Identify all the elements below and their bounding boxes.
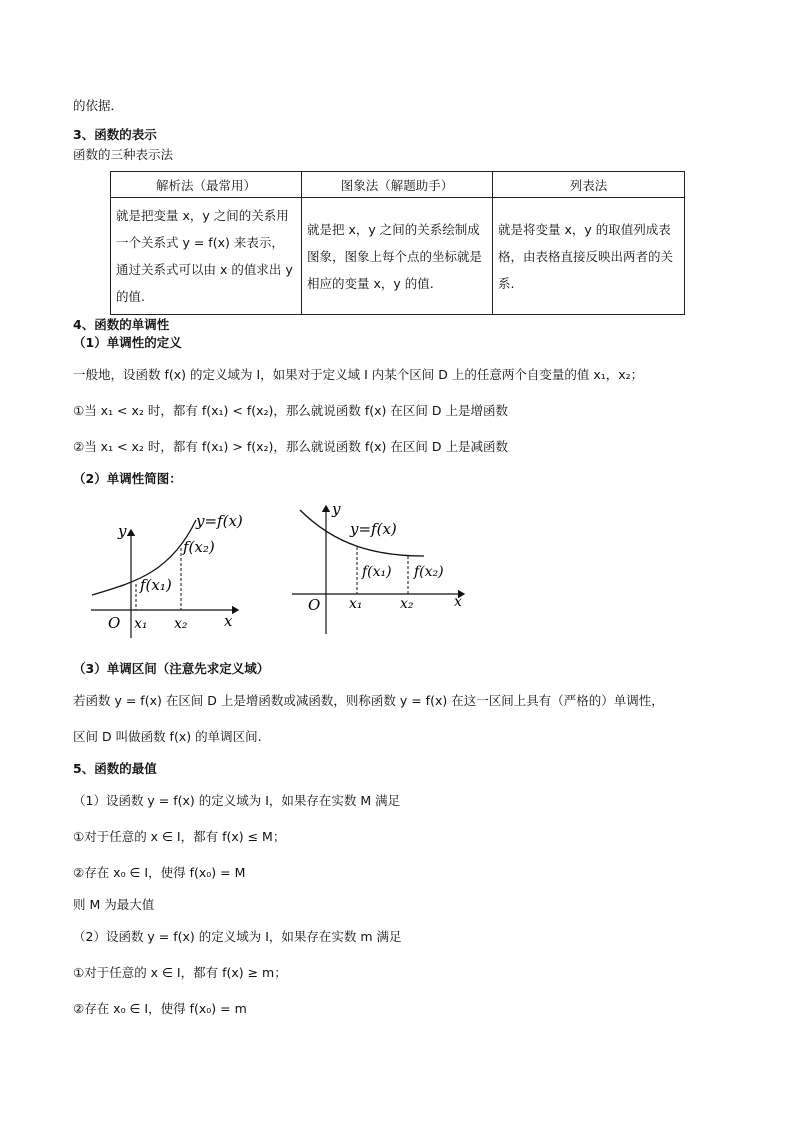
intro-tail: 的依据． (73, 98, 124, 113)
increasing-condition: ①当 x₁ < x₂ 时，都有 f(x₁) < f(x₂)，那么就说函数 f(x) 在区间 D 上是增函数 (73, 403, 508, 418)
increasing-function-graph (86, 500, 256, 640)
table-cell-tabular: 就是将变量 x，y 的取值列成表格，由表格直接反映出两者的关系. (493, 198, 685, 315)
section4-heading: 4、函数的单调性 (73, 317, 170, 332)
max-conclusion: 则 M 为最大值 (73, 897, 155, 912)
table-cell-analytic: 就是把变量 x，y 之间的关系用一个关系式 y = f(x) 来表示，通过关系式可以由 x 的值求出 y 的值. (111, 198, 302, 315)
monotonic-definition: 一般地，设函数 f(x) 的定义域为 I，如果对于定义域 I 内某个区间 D 上的任意两个自变量的值 x₁，x₂； (73, 367, 644, 382)
interval-line-2: 区间 D 叫做函数 f(x) 的单调区间. (73, 729, 262, 744)
max-intro: （1）设函数 y = f(x) 的定义域为 I，如果存在实数 M 满足 (73, 793, 401, 808)
section4-sub1: （1）单调性的定义 (73, 335, 182, 350)
max-condition-2: ②存在 x₀ ∈ I，使得 f(x₀) = M (73, 865, 246, 880)
section4-sub3: （3）单调区间（注意先求定义域） (73, 661, 270, 676)
fx1-label: f(x₁) (140, 576, 172, 594)
table-header-row (111, 172, 685, 198)
representation-methods-table (110, 171, 685, 315)
fx1-label: f(x₁) (362, 564, 392, 580)
table-row (111, 198, 685, 315)
origin-label: O (308, 596, 321, 614)
table-header-analytic: 解析法（最常用） (111, 172, 302, 198)
x2-label: x₂ (400, 596, 414, 612)
max-condition-1: ①对于任意的 x ∈ I，都有 f(x) ≤ M； (73, 829, 286, 844)
table-cell-graphic: 就是把 x，y 之间的关系绘制成图象，图象上每个点的坐标就是相应的变量 x，y 的值. (302, 198, 493, 315)
min-intro: （2）设函数 y = f(x) 的定义域为 I，如果存在实数 m 满足 (73, 929, 402, 944)
x-axis-label: x (454, 594, 462, 610)
y-axis-label: y (118, 522, 127, 540)
x1-label: x₁ (134, 616, 148, 632)
section4-sub2: （2）单调性简图： (73, 471, 182, 486)
interval-line-1: 若函数 y = f(x) 在区间 D 上是增函数或减函数，则称函数 y = f(x) 在这一区间上具有（严格的）单调性， (73, 693, 664, 708)
table-header-tabular: 列表法 (493, 172, 685, 198)
table-header-graphic: 图象法（解题助手） (302, 172, 493, 198)
section5-heading: 5、函数的最值 (73, 761, 157, 776)
decreasing-function-graph (290, 500, 470, 636)
min-condition-1: ①对于任意的 x ∈ I，都有 f(x) ≥ m； (73, 965, 287, 980)
curve-label: y=f(x) (196, 512, 243, 530)
x1-label: x₁ (349, 596, 363, 612)
min-condition-2: ②存在 x₀ ∈ I，使得 f(x₀) = m (73, 1001, 247, 1016)
section3-heading: 3、函数的表示 (73, 127, 157, 142)
x2-label: x₂ (174, 616, 188, 632)
section3-subtitle: 函数的三种表示法 (73, 147, 174, 162)
y-axis-label: y (332, 500, 341, 518)
fx2-label: f(x₂) (414, 564, 444, 580)
x-axis-label: x (224, 612, 233, 630)
fx2-label: f(x₂) (183, 538, 215, 556)
decreasing-condition: ②当 x₁ < x₂ 时，都有 f(x₁) > f(x₂)，那么就说函数 f(x) 在区间 D 上是减函数 (73, 439, 508, 454)
origin-label: O (108, 614, 121, 632)
curve-label: y=f(x) (350, 520, 397, 538)
